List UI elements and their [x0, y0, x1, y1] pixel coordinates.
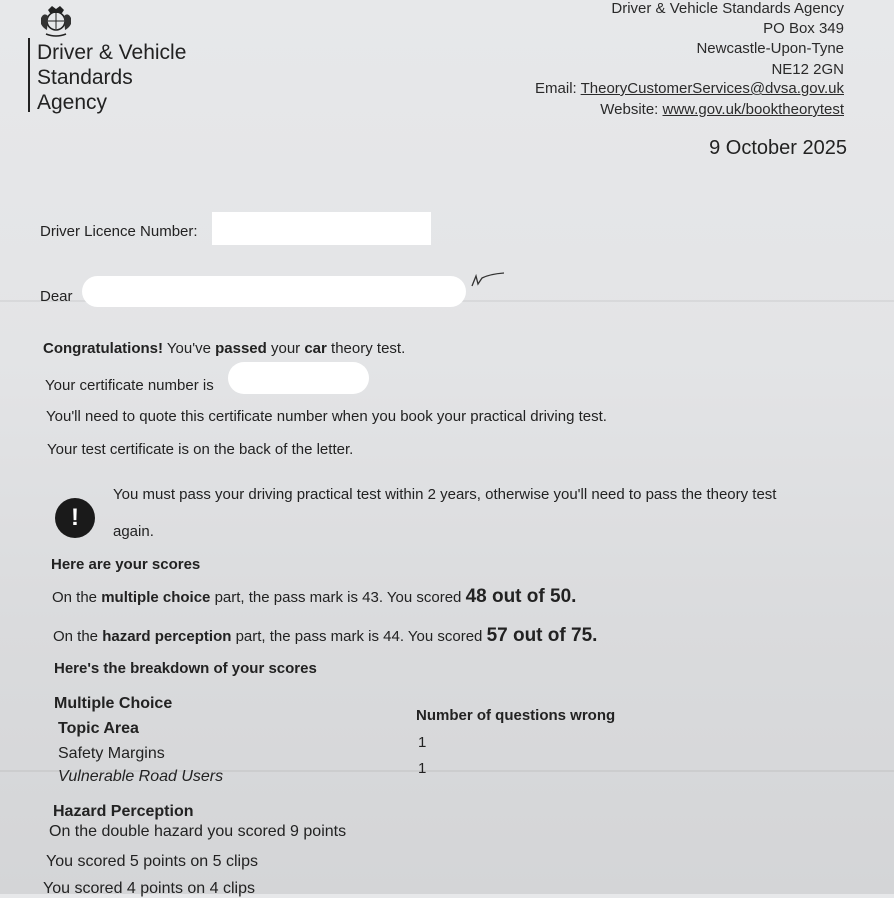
redacted-certificate-number — [228, 362, 369, 394]
text: part, the pass mark is 43. You scored — [214, 589, 462, 606]
topic-name: Safety Margins — [58, 745, 165, 762]
questions-wrong-header: Number of questions wrong — [416, 707, 616, 724]
email-line — [535, 80, 844, 97]
warning-line: again. — [113, 523, 154, 540]
hazard-detail-line: You scored 4 points on 4 clips — [43, 880, 255, 897]
text: On the — [53, 628, 99, 645]
salutation: Dear — [40, 288, 73, 305]
topic-wrong-count: 1 — [418, 734, 427, 751]
text: part, the pass mark is 44. You scored — [235, 628, 483, 645]
address-line: Driver & Vehicle Standards Agency — [611, 0, 844, 17]
address-line: Newcastle-Upon-Tyne — [696, 40, 844, 57]
passed-word: passed — [215, 340, 267, 357]
logo-line: Agency — [37, 91, 108, 114]
car-word: car — [304, 340, 327, 357]
redacted-licence-number — [212, 212, 431, 245]
text: theory test. — [331, 340, 406, 357]
text: On the — [52, 589, 98, 606]
hazard-detail-line: On the double hazard you scored 9 points — [49, 823, 347, 840]
website-line — [600, 101, 844, 118]
topic-wrong-count: 1 — [418, 760, 427, 777]
address-line: PO Box 349 — [763, 20, 844, 37]
congratulations-line — [43, 340, 405, 357]
redacted-name — [82, 276, 466, 307]
warning-icon: ! — [55, 498, 95, 538]
breakdown-heading: Here's the breakdown of your scores — [54, 660, 317, 677]
text: your — [270, 340, 301, 357]
multiple-choice-heading: Multiple Choice — [54, 695, 173, 712]
agency-logo-text — [37, 40, 186, 115]
email-link[interactable]: TheoryCustomerServices@dvsa.gov.uk — [580, 80, 844, 97]
multiple-choice-score-line — [52, 586, 576, 608]
website-label: Website: — [600, 101, 659, 118]
logo-line: Driver & Vehicle — [37, 41, 187, 64]
multiple-choice-score: 48 out of 50. — [465, 586, 577, 607]
topic-area-header: Topic Area — [58, 720, 139, 737]
hazard-perception-score: 57 out of 75. — [486, 625, 598, 646]
logo-line: Standards — [37, 66, 133, 89]
warning-line: You must pass your driving practical test within 2 years, otherwise you'll need to pass the theory test — [113, 486, 777, 503]
text: You've — [166, 340, 211, 357]
topic-name: Vulnerable Road Users — [58, 768, 224, 785]
hazard-score-line — [53, 625, 597, 647]
certificate-label: Your certificate number is — [45, 377, 214, 394]
pen-mark-icon — [470, 270, 508, 290]
hazard-detail-line: You scored 5 points on 5 clips — [46, 853, 258, 870]
letter-date: 9 October 2025 — [709, 137, 847, 159]
quote-line: You'll need to quote this certificate number when you book your practical driving test. — [46, 408, 607, 425]
congrats-word: Congratulations! — [43, 340, 163, 357]
email-label: Email: — [535, 80, 577, 97]
scores-heading: Here are your scores — [51, 556, 201, 573]
hazard-perception-heading: Hazard Perception — [53, 803, 194, 820]
multiple-choice-word: multiple choice — [101, 589, 211, 606]
back-line: Your test certificate is on the back of the letter. — [47, 441, 354, 458]
logo-divider — [28, 38, 30, 112]
royal-crest-icon — [38, 4, 74, 38]
website-link[interactable]: www.gov.uk/booktheorytest — [662, 101, 844, 118]
hazard-perception-word: hazard perception — [102, 628, 232, 645]
address-line: NE12 2GN — [771, 61, 844, 78]
licence-label: Driver Licence Number: — [40, 223, 198, 240]
